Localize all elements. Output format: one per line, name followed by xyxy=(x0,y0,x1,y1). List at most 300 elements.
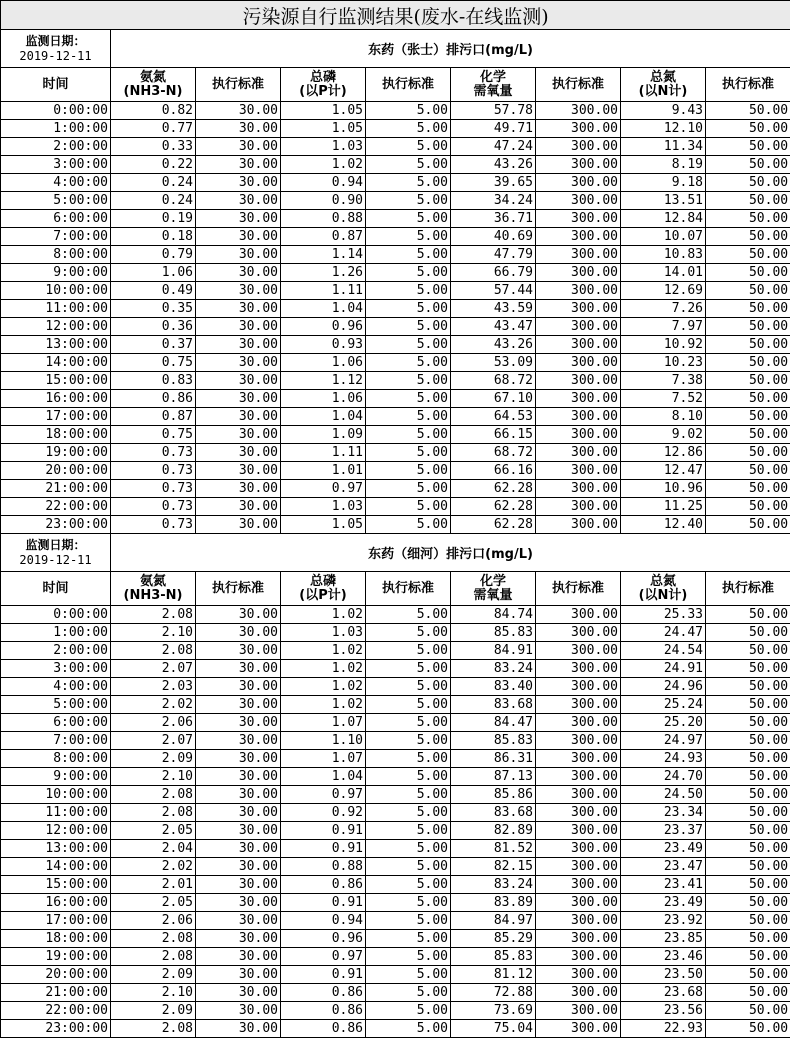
column-header: 执行标准 xyxy=(366,572,451,606)
table-cell: 0.87 xyxy=(111,408,196,426)
table-cell: 1:00:00 xyxy=(1,120,111,138)
table-cell: 23.34 xyxy=(621,804,706,822)
table-cell: 30.00 xyxy=(196,786,281,804)
table-cell: 82.15 xyxy=(451,858,536,876)
table-cell: 0:00:00 xyxy=(1,102,111,120)
table-cell: 300.00 xyxy=(536,642,621,660)
table-cell: 50.00 xyxy=(706,750,791,768)
table-cell: 30.00 xyxy=(196,858,281,876)
table-cell: 30.00 xyxy=(196,768,281,786)
table-cell: 300.00 xyxy=(536,768,621,786)
table-cell: 10:00:00 xyxy=(1,786,111,804)
table-cell: 1.06 xyxy=(281,354,366,372)
table-cell: 50.00 xyxy=(706,912,791,930)
table-cell: 10.83 xyxy=(621,246,706,264)
table-cell: 0.73 xyxy=(111,516,196,534)
table-cell: 13:00:00 xyxy=(1,336,111,354)
table-cell: 2.08 xyxy=(111,930,196,948)
table-cell: 30.00 xyxy=(196,408,281,426)
table-cell: 5.00 xyxy=(366,786,451,804)
table-cell: 50.00 xyxy=(706,840,791,858)
table-cell: 2.06 xyxy=(111,912,196,930)
table-cell: 39.65 xyxy=(451,174,536,192)
table-row xyxy=(1,678,791,696)
table-cell: 87.13 xyxy=(451,768,536,786)
table-cell: 85.83 xyxy=(451,948,536,966)
table-cell: 50.00 xyxy=(706,462,791,480)
table-cell: 300.00 xyxy=(536,102,621,120)
table-cell: 1:00:00 xyxy=(1,624,111,642)
table-cell: 30.00 xyxy=(196,246,281,264)
column-header: 执行标准 xyxy=(366,68,451,102)
table-row xyxy=(1,264,791,282)
table-cell: 0.75 xyxy=(111,354,196,372)
table-cell: 300.00 xyxy=(536,660,621,678)
table-cell: 12.10 xyxy=(621,120,706,138)
table-cell: 300.00 xyxy=(536,858,621,876)
table-cell: 300.00 xyxy=(536,264,621,282)
table-cell: 83.40 xyxy=(451,678,536,696)
table-cell: 40.69 xyxy=(451,228,536,246)
column-header-line2: (NH3-N) xyxy=(123,587,183,603)
table-cell: 30.00 xyxy=(196,840,281,858)
column-header-line2: 需氧量 xyxy=(473,587,513,603)
table-cell: 300.00 xyxy=(536,372,621,390)
table-cell: 1.03 xyxy=(281,498,366,516)
table-cell: 300.00 xyxy=(536,120,621,138)
table-cell: 16:00:00 xyxy=(1,894,111,912)
table-cell: 1.05 xyxy=(281,516,366,534)
table-row xyxy=(1,822,791,840)
table-row xyxy=(1,516,791,534)
table-cell: 86.31 xyxy=(451,750,536,768)
table-cell: 300.00 xyxy=(536,354,621,372)
table-cell: 30.00 xyxy=(196,948,281,966)
table-cell: 30.00 xyxy=(196,1020,281,1038)
table-cell: 50.00 xyxy=(706,930,791,948)
table-cell: 30.00 xyxy=(196,930,281,948)
table-cell: 7:00:00 xyxy=(1,228,111,246)
table-cell: 34.24 xyxy=(451,192,536,210)
table-cell: 23.50 xyxy=(621,966,706,984)
table-cell: 300.00 xyxy=(536,498,621,516)
table-cell: 1.02 xyxy=(281,696,366,714)
table-cell: 2.02 xyxy=(111,858,196,876)
table-cell: 30.00 xyxy=(196,228,281,246)
table-cell: 30.00 xyxy=(196,678,281,696)
table-row xyxy=(1,876,791,894)
table-cell: 5.00 xyxy=(366,210,451,228)
table-cell: 1.09 xyxy=(281,426,366,444)
table-cell: 23.68 xyxy=(621,984,706,1002)
table-cell: 25.33 xyxy=(621,606,706,624)
column-header-line1: 总磷 xyxy=(309,69,336,85)
table-cell: 30.00 xyxy=(196,138,281,156)
table-cell: 1.04 xyxy=(281,768,366,786)
table-cell: 5.00 xyxy=(366,462,451,480)
table-cell: 300.00 xyxy=(536,462,621,480)
table-cell: 85.86 xyxy=(451,786,536,804)
column-header-line2: 需氧量 xyxy=(473,83,513,99)
table-cell: 50.00 xyxy=(706,642,791,660)
table-cell: 300.00 xyxy=(536,930,621,948)
table-cell: 300.00 xyxy=(536,156,621,174)
column-header: 执行标准 xyxy=(706,572,791,606)
table-cell: 300.00 xyxy=(536,822,621,840)
table-cell: 0.22 xyxy=(111,156,196,174)
column-header-line2: (以N计) xyxy=(638,83,688,99)
table-cell: 50.00 xyxy=(706,804,791,822)
table-cell: 5.00 xyxy=(366,264,451,282)
table-cell: 6:00:00 xyxy=(1,210,111,228)
table-row xyxy=(1,408,791,426)
column-header-line2: (以N计) xyxy=(638,587,688,603)
table-cell: 18:00:00 xyxy=(1,930,111,948)
table-cell: 43.26 xyxy=(451,336,536,354)
table-cell: 5.00 xyxy=(366,912,451,930)
table-cell: 50.00 xyxy=(706,624,791,642)
table-cell: 83.24 xyxy=(451,660,536,678)
table-cell: 81.12 xyxy=(451,966,536,984)
table-cell: 50.00 xyxy=(706,228,791,246)
table-cell: 5.00 xyxy=(366,876,451,894)
table-row xyxy=(1,138,791,156)
table-cell: 30.00 xyxy=(196,156,281,174)
table-cell: 0.86 xyxy=(281,876,366,894)
table-cell: 66.15 xyxy=(451,426,536,444)
table-cell: 5.00 xyxy=(366,102,451,120)
table-cell: 24.54 xyxy=(621,642,706,660)
section-header-row xyxy=(1,534,791,572)
table-cell: 30.00 xyxy=(196,984,281,1002)
table-cell: 30.00 xyxy=(196,660,281,678)
column-header-line1: 总氮 xyxy=(649,573,676,589)
table-cell: 7.52 xyxy=(621,390,706,408)
table-cell: 30.00 xyxy=(196,912,281,930)
table-cell: 0.94 xyxy=(281,174,366,192)
table-cell: 2.04 xyxy=(111,840,196,858)
table-cell: 16:00:00 xyxy=(1,390,111,408)
table-cell: 50.00 xyxy=(706,606,791,624)
table-cell: 30.00 xyxy=(196,462,281,480)
table-cell: 50.00 xyxy=(706,1020,791,1038)
table-cell: 0.24 xyxy=(111,174,196,192)
column-header: 时间 xyxy=(1,68,111,102)
table-cell: 300.00 xyxy=(536,732,621,750)
table-cell: 300.00 xyxy=(536,912,621,930)
table-cell: 0.91 xyxy=(281,840,366,858)
table-cell: 30.00 xyxy=(196,696,281,714)
table-cell: 50.00 xyxy=(706,894,791,912)
table-cell: 24.91 xyxy=(621,660,706,678)
table-row xyxy=(1,156,791,174)
table-cell: 0.37 xyxy=(111,336,196,354)
table-cell: 30.00 xyxy=(196,606,281,624)
table-cell: 1.07 xyxy=(281,714,366,732)
table-row xyxy=(1,606,791,624)
table-cell: 62.28 xyxy=(451,480,536,498)
table-cell: 300.00 xyxy=(536,804,621,822)
table-cell: 5.00 xyxy=(366,930,451,948)
table-body xyxy=(1,1,791,1038)
table-cell: 24.47 xyxy=(621,624,706,642)
table-cell: 66.79 xyxy=(451,264,536,282)
table-row xyxy=(1,768,791,786)
table-cell: 85.29 xyxy=(451,930,536,948)
table-row xyxy=(1,390,791,408)
table-cell: 300.00 xyxy=(536,192,621,210)
table-cell: 24.93 xyxy=(621,750,706,768)
column-header xyxy=(281,572,366,606)
outlet-title: 东药（张士）排污口(mg/L) xyxy=(111,30,791,68)
table-cell: 72.88 xyxy=(451,984,536,1002)
table-cell: 23.49 xyxy=(621,894,706,912)
table-cell: 1.11 xyxy=(281,282,366,300)
table-cell: 0.79 xyxy=(111,246,196,264)
table-cell: 5.00 xyxy=(366,138,451,156)
table-cell: 85.83 xyxy=(451,624,536,642)
table-cell: 300.00 xyxy=(536,174,621,192)
table-cell: 19:00:00 xyxy=(1,444,111,462)
table-cell: 1.02 xyxy=(281,660,366,678)
table-cell: 3:00:00 xyxy=(1,660,111,678)
table-cell: 9:00:00 xyxy=(1,768,111,786)
table-cell: 10.07 xyxy=(621,228,706,246)
table-cell: 300.00 xyxy=(536,408,621,426)
table-cell: 36.71 xyxy=(451,210,536,228)
table-row xyxy=(1,192,791,210)
table-cell: 5.00 xyxy=(366,372,451,390)
table-cell: 47.24 xyxy=(451,138,536,156)
table-cell: 50.00 xyxy=(706,1002,791,1020)
table-cell: 300.00 xyxy=(536,516,621,534)
table-cell: 2.10 xyxy=(111,624,196,642)
table-cell: 2.10 xyxy=(111,768,196,786)
table-cell: 5.00 xyxy=(366,894,451,912)
table-cell: 1.04 xyxy=(281,408,366,426)
title-row xyxy=(1,1,791,30)
table-cell: 0.77 xyxy=(111,120,196,138)
table-cell: 5.00 xyxy=(366,606,451,624)
table-cell: 0.73 xyxy=(111,498,196,516)
table-cell: 50.00 xyxy=(706,966,791,984)
table-cell: 30.00 xyxy=(196,624,281,642)
table-cell: 0.91 xyxy=(281,822,366,840)
table-cell: 2.08 xyxy=(111,804,196,822)
table-cell: 23.41 xyxy=(621,876,706,894)
table-cell: 50.00 xyxy=(706,264,791,282)
column-header: 执行标准 xyxy=(536,68,621,102)
table-cell: 50.00 xyxy=(706,390,791,408)
table-cell: 8:00:00 xyxy=(1,750,111,768)
column-header: 执行标准 xyxy=(196,68,281,102)
table-cell: 10.92 xyxy=(621,336,706,354)
table-cell: 2.05 xyxy=(111,894,196,912)
table-cell: 23.37 xyxy=(621,822,706,840)
table-cell: 30.00 xyxy=(196,516,281,534)
table-cell: 300.00 xyxy=(536,1020,621,1038)
table-cell: 50.00 xyxy=(706,156,791,174)
table-cell: 5.00 xyxy=(366,174,451,192)
table-cell: 13:00:00 xyxy=(1,840,111,858)
table-row xyxy=(1,858,791,876)
table-cell: 30.00 xyxy=(196,642,281,660)
table-cell: 21:00:00 xyxy=(1,480,111,498)
table-cell: 23.56 xyxy=(621,1002,706,1020)
table-cell: 5.00 xyxy=(366,768,451,786)
column-header-line1: 化学 xyxy=(479,69,506,85)
table-cell: 82.89 xyxy=(451,822,536,840)
table-cell: 12.86 xyxy=(621,444,706,462)
table-cell: 2.06 xyxy=(111,714,196,732)
table-cell: 1.01 xyxy=(281,462,366,480)
table-cell: 50.00 xyxy=(706,786,791,804)
column-header-row xyxy=(1,68,791,102)
table-row xyxy=(1,498,791,516)
table-cell: 12.84 xyxy=(621,210,706,228)
table-cell: 6:00:00 xyxy=(1,714,111,732)
table-cell: 4:00:00 xyxy=(1,678,111,696)
table-row xyxy=(1,1002,791,1020)
table-cell: 0.35 xyxy=(111,300,196,318)
table-cell: 30.00 xyxy=(196,300,281,318)
table-cell: 9.02 xyxy=(621,426,706,444)
table-cell: 50.00 xyxy=(706,714,791,732)
table-cell: 0.90 xyxy=(281,192,366,210)
table-cell: 0.97 xyxy=(281,948,366,966)
table-cell: 300.00 xyxy=(536,966,621,984)
table-cell: 30.00 xyxy=(196,390,281,408)
table-cell: 25.24 xyxy=(621,696,706,714)
table-cell: 23.47 xyxy=(621,858,706,876)
table-cell: 1.12 xyxy=(281,372,366,390)
table-cell: 30.00 xyxy=(196,804,281,822)
table-cell: 8.19 xyxy=(621,156,706,174)
table-cell: 2.02 xyxy=(111,696,196,714)
table-row xyxy=(1,444,791,462)
column-header xyxy=(451,68,536,102)
column-header xyxy=(281,68,366,102)
table-cell: 12.40 xyxy=(621,516,706,534)
table-cell: 22:00:00 xyxy=(1,498,111,516)
table-row xyxy=(1,120,791,138)
column-header-line2: (NH3-N) xyxy=(123,83,183,99)
table-cell: 300.00 xyxy=(536,894,621,912)
table-cell: 2.08 xyxy=(111,642,196,660)
table-cell: 43.59 xyxy=(451,300,536,318)
table-row xyxy=(1,318,791,336)
table-cell: 5.00 xyxy=(366,966,451,984)
table-row xyxy=(1,462,791,480)
table-cell: 5.00 xyxy=(366,714,451,732)
table-row xyxy=(1,894,791,912)
column-header-line2: (以P计) xyxy=(299,83,347,99)
table-cell: 300.00 xyxy=(536,228,621,246)
table-row xyxy=(1,354,791,372)
table-cell: 43.26 xyxy=(451,156,536,174)
table-row xyxy=(1,102,791,120)
table-row xyxy=(1,696,791,714)
table-row xyxy=(1,912,791,930)
table-cell: 0.24 xyxy=(111,192,196,210)
table-cell: 30.00 xyxy=(196,210,281,228)
table-cell: 20:00:00 xyxy=(1,462,111,480)
table-cell: 5.00 xyxy=(366,300,451,318)
table-row xyxy=(1,228,791,246)
table-cell: 50.00 xyxy=(706,354,791,372)
table-cell: 50.00 xyxy=(706,822,791,840)
table-cell: 300.00 xyxy=(536,318,621,336)
table-cell: 50.00 xyxy=(706,426,791,444)
table-cell: 68.72 xyxy=(451,444,536,462)
table-cell: 62.28 xyxy=(451,498,536,516)
table-cell: 83.24 xyxy=(451,876,536,894)
table-cell: 15:00:00 xyxy=(1,372,111,390)
table-cell: 50.00 xyxy=(706,372,791,390)
table-cell: 30.00 xyxy=(196,120,281,138)
table-cell: 0.88 xyxy=(281,858,366,876)
table-cell: 73.69 xyxy=(451,1002,536,1020)
table-cell: 12:00:00 xyxy=(1,822,111,840)
table-cell: 2.08 xyxy=(111,1020,196,1038)
table-cell: 5.00 xyxy=(366,246,451,264)
table-row xyxy=(1,174,791,192)
table-cell: 1.03 xyxy=(281,624,366,642)
table-cell: 5.00 xyxy=(366,822,451,840)
table-cell: 5.00 xyxy=(366,480,451,498)
table-cell: 50.00 xyxy=(706,444,791,462)
table-cell: 5.00 xyxy=(366,120,451,138)
table-row xyxy=(1,804,791,822)
table-row xyxy=(1,714,791,732)
table-row xyxy=(1,840,791,858)
table-cell: 0.97 xyxy=(281,480,366,498)
table-cell: 7.38 xyxy=(621,372,706,390)
table-cell: 50.00 xyxy=(706,948,791,966)
table-cell: 30.00 xyxy=(196,336,281,354)
table-cell: 0.91 xyxy=(281,894,366,912)
table-row xyxy=(1,660,791,678)
table-cell: 53.09 xyxy=(451,354,536,372)
table-cell: 2.01 xyxy=(111,876,196,894)
table-cell: 2.09 xyxy=(111,1002,196,1020)
table-cell: 62.28 xyxy=(451,516,536,534)
table-cell: 50.00 xyxy=(706,408,791,426)
table-cell: 30.00 xyxy=(196,264,281,282)
table-cell: 1.06 xyxy=(281,390,366,408)
table-cell: 5.00 xyxy=(366,192,451,210)
table-cell: 12.69 xyxy=(621,282,706,300)
table-cell: 84.74 xyxy=(451,606,536,624)
table-cell: 22:00:00 xyxy=(1,1002,111,1020)
table-cell: 50.00 xyxy=(706,192,791,210)
table-row xyxy=(1,930,791,948)
table-cell: 5.00 xyxy=(366,444,451,462)
table-cell: 30.00 xyxy=(196,894,281,912)
table-cell: 1.05 xyxy=(281,120,366,138)
column-header: 执行标准 xyxy=(536,572,621,606)
table-cell: 0.93 xyxy=(281,336,366,354)
column-header: 时间 xyxy=(1,572,111,606)
table-cell: 50.00 xyxy=(706,516,791,534)
table-cell: 83.68 xyxy=(451,696,536,714)
table-cell: 300.00 xyxy=(536,948,621,966)
table-row xyxy=(1,372,791,390)
table-row xyxy=(1,750,791,768)
table-cell: 25.20 xyxy=(621,714,706,732)
table-cell: 17:00:00 xyxy=(1,912,111,930)
table-cell: 83.68 xyxy=(451,804,536,822)
